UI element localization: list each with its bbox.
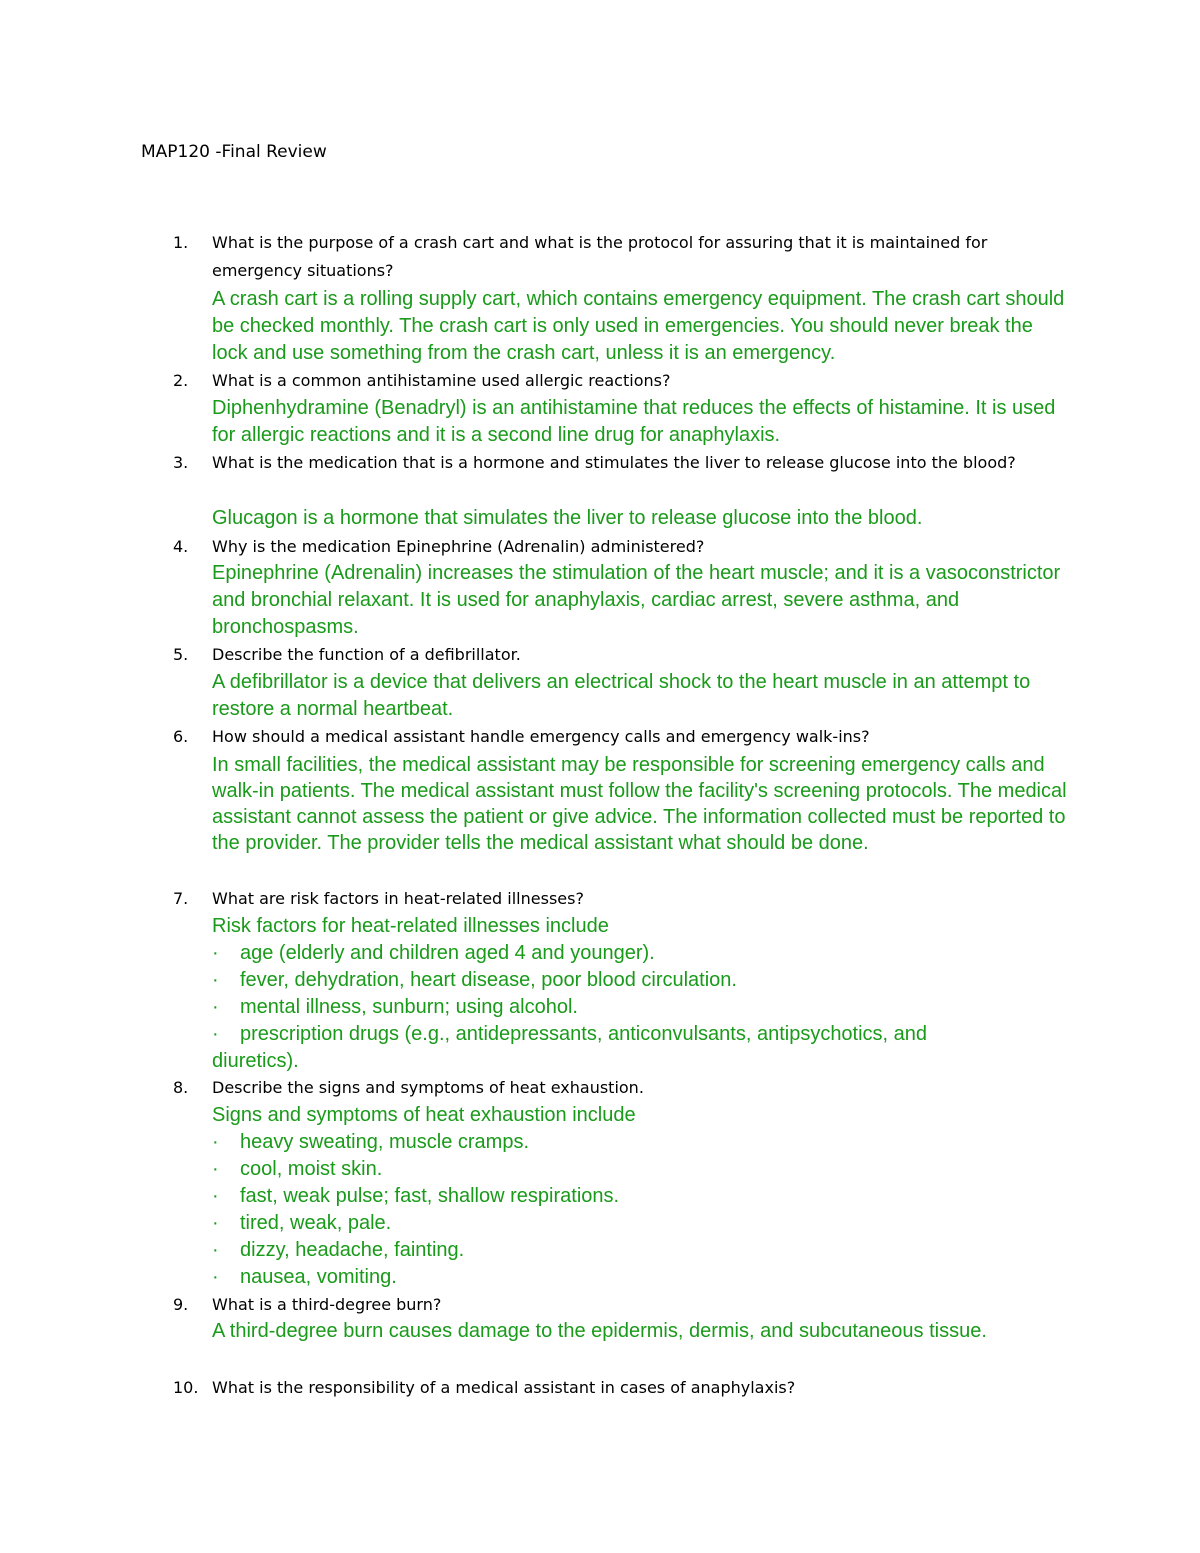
- bullet-text: mental illness, sunburn; using alcohol.: [240, 996, 578, 1018]
- bullet-dot: ·: [212, 1212, 219, 1234]
- bullet-item: [212, 1264, 1072, 1291]
- answer-7: [212, 913, 1072, 1075]
- bullet-dot: ·: [212, 996, 219, 1018]
- question-6: [173, 723, 1073, 751]
- question-number: 6.: [173, 727, 189, 746]
- question-text: What is the responsibility of a medical assistant in cases of anaphylaxis?: [212, 1378, 796, 1397]
- bullet-text: tired, weak, pale.: [240, 1212, 392, 1234]
- question-number: 4.: [173, 537, 189, 556]
- answer-5: [212, 669, 1072, 723]
- answer-text: Diphenhydramine (Benadryl) is an antihistamine that reduces the effects of histamine. It is used for allergic reactions and it is a second line drug for anaphylaxis.: [212, 397, 1056, 446]
- bullet-item: [212, 940, 1072, 967]
- answer-6: [212, 752, 1072, 856]
- bullet-dot: ·: [212, 1185, 219, 1207]
- answer-8: [212, 1102, 1072, 1291]
- question-text: How should a medical assistant handle emergency calls and emergency walk-ins?: [212, 727, 870, 746]
- question-text: What is the purpose of a crash cart and what is the protocol for assuring that it is maintained for emergency situations?: [212, 233, 988, 280]
- bullet-item: [212, 1210, 1072, 1237]
- question-text: What are risk factors in heat-related illnesses?: [212, 889, 584, 908]
- question-7: [173, 885, 1073, 913]
- bullet-dot: ·: [212, 1158, 219, 1180]
- bullet-text: age (elderly and children aged 4 and younger).: [240, 942, 655, 964]
- bullet-item: [212, 1237, 1072, 1264]
- bullet-text: heavy sweating, muscle cramps.: [240, 1131, 530, 1153]
- document-title: MAP120 -Final Review: [141, 142, 327, 162]
- answer-text: A defibrillator is a device that delivers an electrical shock to the heart muscle in an attempt to restore a normal heartbeat.: [212, 671, 1031, 720]
- question-text: What is a third-degree burn?: [212, 1295, 442, 1314]
- answer-text: In small facilities, the medical assistant may be responsible for screening emergency calls and walk-in patients. The medical assistant must follow the facility's screening protocols. The medical assistant cannot assess the patient or give advice. The information collected must be reported to the provider. The provider tells the medical assistant what should be done.: [212, 754, 1067, 854]
- answer-3: [212, 505, 1072, 532]
- answer-9: [212, 1318, 1072, 1345]
- answer-text: A crash cart is a rolling supply cart, which contains emergency equipment. The crash cart should be checked monthly. The crash cart is only used in emergencies. You should never break the lock and use something from the crash cart, unless it is an emergency.: [212, 288, 1065, 364]
- bullet-text: nausea, vomiting.: [240, 1266, 397, 1288]
- bullet-text: fever, dehydration, heart disease, poor blood circulation.: [240, 969, 737, 991]
- answer-2: [212, 395, 1072, 449]
- question-8: [173, 1074, 1073, 1102]
- bullet-dot: ·: [212, 1023, 219, 1045]
- question-4: [173, 533, 1073, 561]
- question-text: Why is the medication Epinephrine (Adrenalin) administered?: [212, 537, 705, 556]
- answer-text: Epinephrine (Adrenalin) increases the stimulation of the heart muscle; and it is a vasoconstrictor and bronchial relaxant. It is used for anaphylaxis, cardiac arrest, severe asthma, and bronchospasms.: [212, 562, 1061, 638]
- bullet-text: prescription drugs (e.g., antidepressants, anticonvulsants, antipsychotics, and: [240, 1023, 928, 1045]
- bullet-item: [212, 1183, 1072, 1210]
- answer-1: [212, 286, 1072, 367]
- question-3: [173, 449, 1073, 477]
- answer-text: A third-degree burn causes damage to the epidermis, dermis, and subcutaneous tissue.: [212, 1320, 987, 1342]
- answer-tail: diuretics).: [212, 1050, 299, 1072]
- question-number: 5.: [173, 645, 189, 664]
- bullet-dot: ·: [212, 969, 219, 991]
- bullet-dot: ·: [212, 1131, 219, 1153]
- answer-4: [212, 560, 1072, 641]
- bullet-text: dizzy, headache, fainting.: [240, 1239, 465, 1261]
- answer-text: Glucagon is a hormone that simulates the liver to release glucose into the blood.: [212, 507, 923, 529]
- bullet-dot: ·: [212, 1266, 219, 1288]
- question-number: 7.: [173, 889, 189, 908]
- bullet-item: [212, 967, 1072, 994]
- bullet-dot: ·: [212, 942, 219, 964]
- question-text: What is a common antihistamine used allergic reactions?: [212, 371, 671, 390]
- bullet-item: [212, 994, 1072, 1021]
- bullet-text: cool, moist skin.: [240, 1158, 383, 1180]
- question-9: [173, 1291, 1073, 1319]
- question-text: Describe the signs and symptoms of heat exhaustion.: [212, 1078, 644, 1097]
- question-number: 2.: [173, 371, 189, 390]
- bullet-item: [212, 1129, 1072, 1156]
- question-10: [173, 1374, 1073, 1402]
- question-5: [173, 641, 1073, 669]
- question-number: 8.: [173, 1078, 189, 1097]
- answer-intro: Risk factors for heat-related illnesses include: [212, 915, 609, 937]
- question-number: 9.: [173, 1295, 189, 1314]
- question-text: Describe the function of a defibrillator.: [212, 645, 521, 664]
- answer-intro: Signs and symptoms of heat exhaustion include: [212, 1104, 636, 1126]
- bullet-dot: ·: [212, 1239, 219, 1261]
- bullet-item: [212, 1021, 1072, 1048]
- question-1: [173, 229, 1073, 285]
- question-text: What is the medication that is a hormone and stimulates the liver to release glucose into the blood?: [212, 453, 1016, 472]
- question-number: 3.: [173, 453, 189, 472]
- question-2: [173, 367, 1073, 395]
- bullet-item: [212, 1156, 1072, 1183]
- bullet-text: fast, weak pulse; fast, shallow respirations.: [240, 1185, 620, 1207]
- question-number: 10.: [173, 1378, 199, 1397]
- question-number: 1.: [173, 233, 189, 252]
